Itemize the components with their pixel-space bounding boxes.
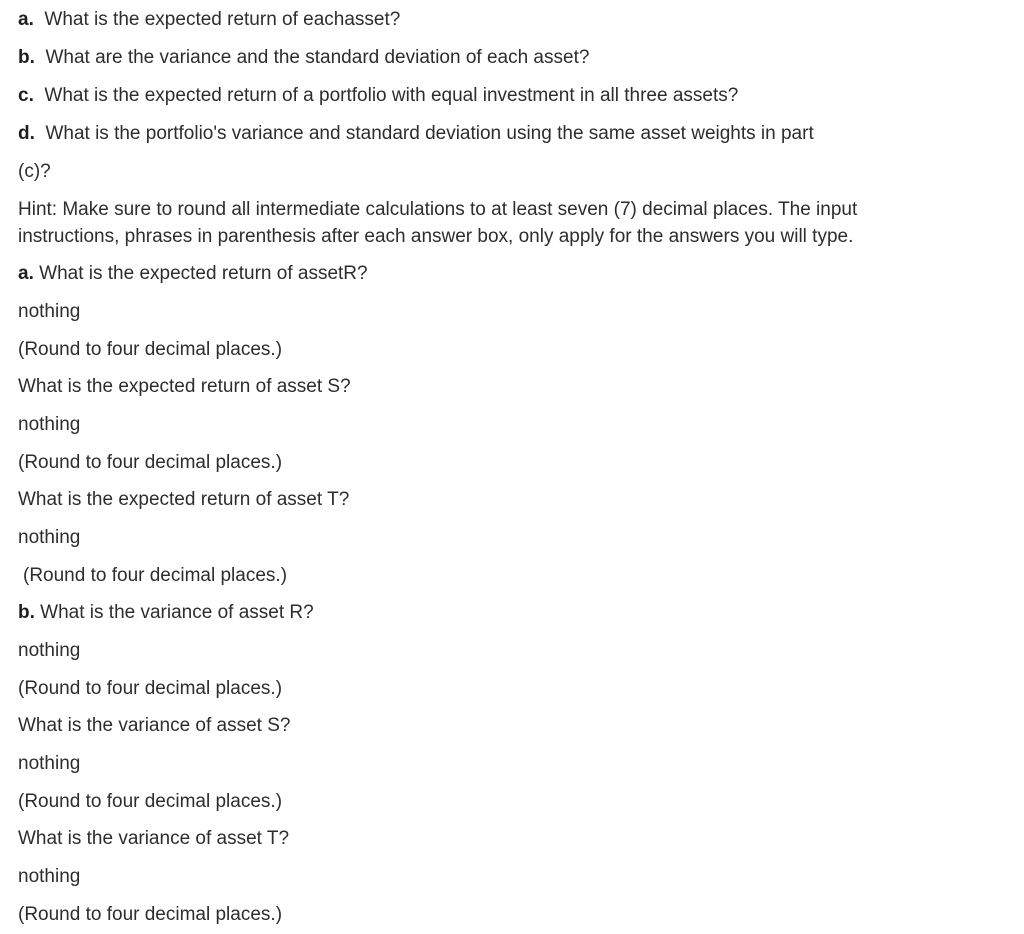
round-note: (Round to four decimal places.) bbox=[18, 791, 283, 812]
answer-letter: b. bbox=[18, 602, 35, 623]
answer-letter: a. bbox=[18, 263, 34, 284]
round-note: (Round to four decimal places.) bbox=[23, 565, 288, 586]
question-a bbox=[18, 8, 400, 32]
question-letter: d. bbox=[18, 123, 35, 144]
question-letter: a. bbox=[18, 9, 34, 30]
answer-input-b-r[interactable]: nothing bbox=[18, 640, 81, 661]
question-letter: c. bbox=[18, 85, 34, 106]
question-b bbox=[18, 46, 589, 70]
hint-line-1: Hint: Make sure to round all intermediate calculations to at least seven (7) decimal places. The input bbox=[18, 199, 858, 220]
answer-input-b-s[interactable]: nothing bbox=[18, 753, 81, 774]
round-note: (Round to four decimal places.) bbox=[18, 452, 283, 473]
round-note: (Round to four decimal places.) bbox=[18, 904, 283, 925]
answer-input-a-r[interactable]: nothing bbox=[18, 301, 81, 322]
hint-line-2: instructions, phrases in parenthesis after each answer box, only apply for the answers you will type. bbox=[18, 226, 854, 247]
answer-a-question-r bbox=[18, 262, 368, 286]
question-d-continuation: (c)? bbox=[18, 161, 51, 182]
question-text: What is the expected return of eachasset? bbox=[44, 9, 401, 30]
question-letter: b. bbox=[18, 47, 35, 68]
round-note: (Round to four decimal places.) bbox=[18, 678, 283, 699]
answer-input-a-s[interactable]: nothing bbox=[18, 414, 81, 435]
question-d bbox=[18, 122, 814, 146]
answer-input-b-t[interactable]: nothing bbox=[18, 866, 81, 887]
question-text: What is the portfolio's variance and standard deviation using the same asset weights in part bbox=[45, 123, 814, 144]
answer-question-text: What is the variance of asset R? bbox=[40, 602, 314, 623]
question-text: What is the expected return of a portfolio with equal investment in all three assets? bbox=[44, 85, 739, 106]
answer-a-question-t: What is the expected return of asset T? bbox=[18, 489, 350, 510]
answer-input-a-t[interactable]: nothing bbox=[18, 527, 81, 548]
question-text: What are the variance and the standard deviation of each asset? bbox=[45, 47, 590, 68]
round-note: (Round to four decimal places.) bbox=[18, 339, 283, 360]
answer-question-text: What is the expected return of assetR? bbox=[39, 263, 368, 284]
answer-b-question-r bbox=[18, 601, 314, 625]
question-c bbox=[18, 84, 738, 108]
answer-b-question-t: What is the variance of asset T? bbox=[18, 828, 290, 849]
answer-b-question-s: What is the variance of asset S? bbox=[18, 715, 291, 736]
answer-a-question-s: What is the expected return of asset S? bbox=[18, 376, 351, 397]
